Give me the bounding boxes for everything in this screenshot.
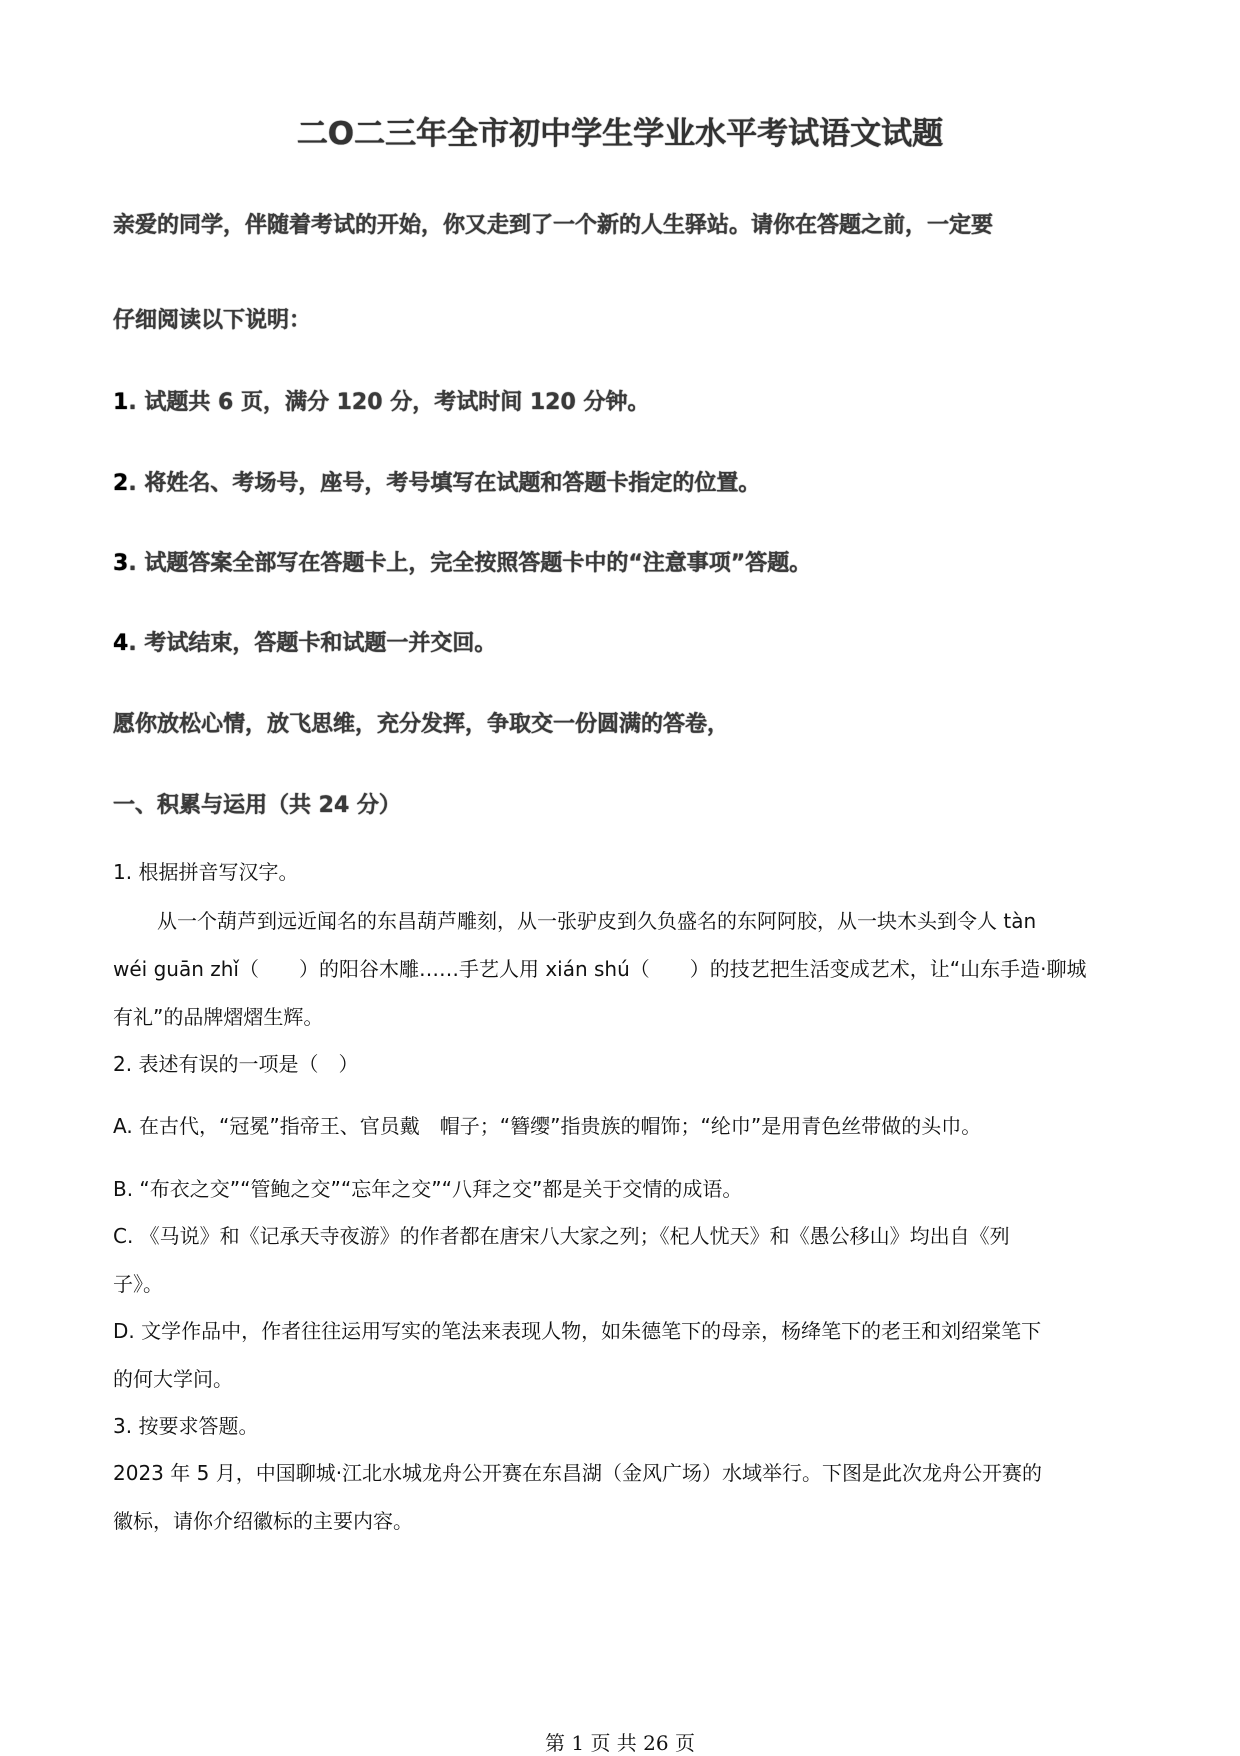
instruction-number: 1 [113, 390, 129, 415]
instruction-number: 2 [113, 471, 129, 496]
question-3-passage-line: 徽标，请你介绍徽标的主要内容。 [113, 1509, 413, 1533]
instruction-text: . 将姓名、考场号，座号，考号填写在试题和答题卡指定的位置。 [128, 471, 761, 496]
question-3-passage-line: 2023 年 5 月，中国聊城·江北水城龙舟公开赛在东昌湖（金风广场）水域举行。下图是此次龙舟公开赛的 [113, 1461, 1043, 1485]
intro-line-2: 仔细阅读以下说明： [113, 308, 312, 333]
question-2-option-b: B. “布衣之交”“管鲍之交”“忘年之交”“八拜之交”都是关于交情的成语。 [113, 1177, 743, 1201]
instruction-number: 3 [113, 551, 129, 576]
instruction-4 [113, 626, 496, 657]
question-3-prompt: 3. 按要求答题。 [113, 1414, 259, 1438]
section-heading: 一、积累与运用（共 24 分） [113, 793, 401, 818]
page-footer: 第 1 页 共 26 页 [545, 1731, 695, 1755]
wish-line: 愿你放松心情，放飞思维，充分发挥，争取交一份圆满的答卷， [113, 712, 730, 737]
instruction-text: . 试题答案全部写在答题卡上，完全按照答题卡中的“注意事项”答题。 [128, 551, 812, 576]
instruction-number: 4 [113, 631, 129, 656]
instruction-1 [113, 385, 649, 416]
question-1-prompt: 1. 根据拼音写汉字。 [113, 860, 299, 884]
document-title: 二O二三年全市初中学生学业水平考试语文试题 [296, 116, 944, 152]
instruction-3 [113, 546, 811, 577]
instruction-2 [113, 466, 760, 497]
question-1-passage-line: wéi guān zhǐ（ ）的阳谷木雕……手艺人用 xián shú（ ）的技艺把生活变成艺术，让“山东手造·聊城 [113, 957, 1087, 981]
question-2-prompt: 2. 表述有误的一项是（ ） [113, 1052, 359, 1076]
intro-line-1: 亲爱的同学，伴随着考试的开始，你又走到了一个新的人生驿站。请你在答题之前，一定要 [113, 213, 994, 238]
question-2-option-c: C. 《马说》和《记承天寺夜游》的作者都在唐宋八大家之列；《杞人忧天》和《愚公移山》均出自《列 [113, 1224, 1010, 1248]
question-2-option-a: A. 在古代，“冠冕”指帝王、官员戴 帽子；“簪缨”指贵族的帽饰；“纶巾”是用青色丝带做的头巾。 [113, 1114, 982, 1138]
question-2-option-c-cont: 子》。 [113, 1272, 163, 1296]
question-1-passage-line: 从一个葫芦到远近闻名的东昌葫芦雕刻，从一张驴皮到久负盛名的东阿阿胶，从一块木头到令人 tàn [157, 909, 1037, 933]
instruction-text: . 考试结束，答题卡和试题一并交回。 [128, 631, 497, 656]
question-2-option-d-cont: 的何大学问。 [113, 1367, 233, 1391]
question-2-option-d: D. 文学作品中，作者往往运用写实的笔法来表现人物，如朱德笔下的母亲，杨绛笔下的老王和刘绍棠笔下 [113, 1319, 1042, 1343]
question-1-passage-line: 有礼”的品牌熠熠生辉。 [113, 1005, 324, 1029]
instruction-text: . 试题共 6 页，满分 120 分，考试时间 120 分钟。 [128, 390, 650, 415]
